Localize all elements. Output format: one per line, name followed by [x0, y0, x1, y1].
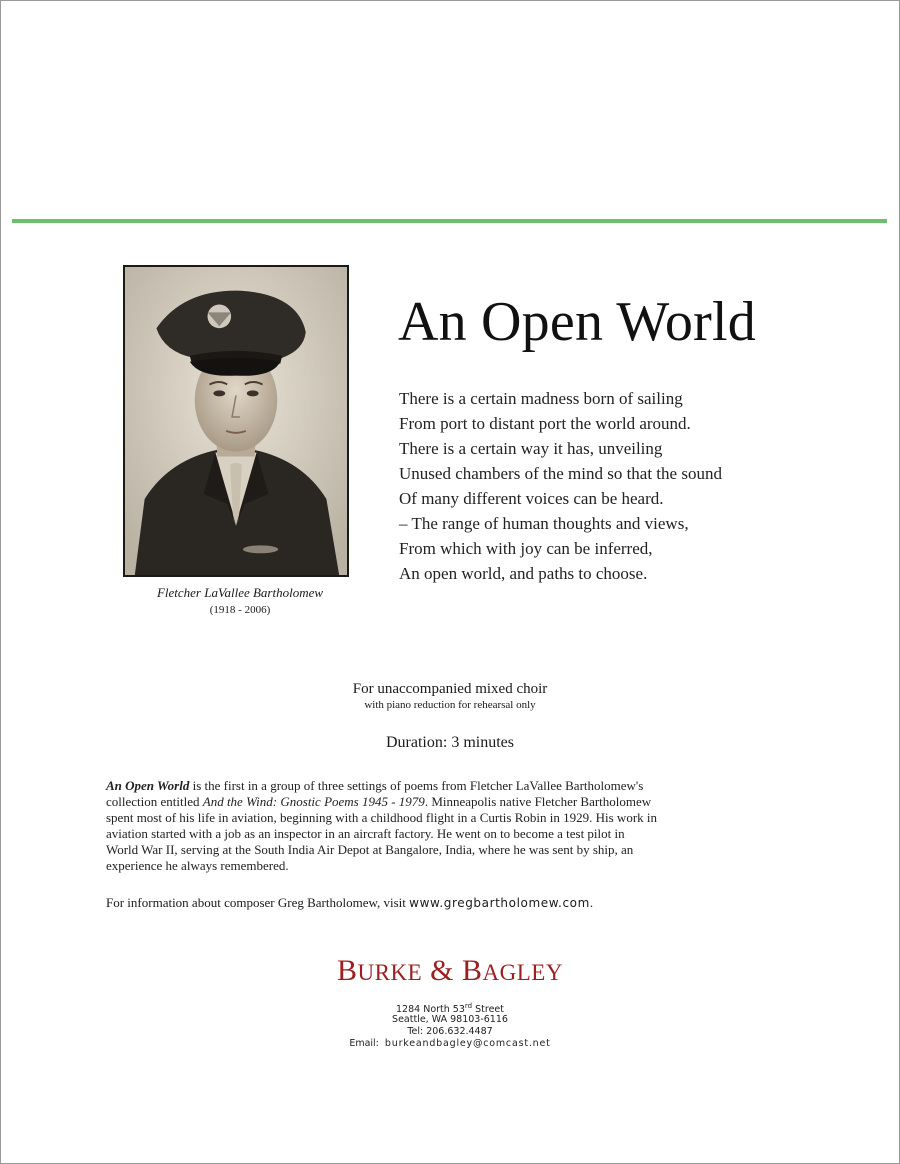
publisher-phone: Tel: 206.632.4487: [407, 1026, 493, 1037]
description-text: experience he always remembered.: [106, 858, 289, 873]
description-text: aviation started with a job as an inspector in an aircraft factory. He went on to become a test pilot in: [106, 826, 625, 841]
street-text: 1284 North 53: [396, 1004, 465, 1016]
poem-line: There is a certain madness born of sailing: [399, 389, 683, 408]
page-title: An Open World: [398, 291, 756, 353]
poem-line: There is a certain way it has, unveiling: [399, 439, 663, 458]
portrait-photo: [123, 265, 349, 577]
poem: [399, 386, 722, 586]
publisher-letter: B: [462, 954, 483, 987]
green-divider: [12, 219, 887, 223]
poem-line: From which with joy can be inferred,: [399, 539, 653, 558]
street-suffix: rd: [464, 1002, 473, 1010]
composer-website-link[interactable]: www.gregbartholomew.com: [409, 896, 590, 910]
publisher-letter: B: [337, 954, 358, 987]
composer-info: [106, 895, 593, 911]
description-text: is the first in a group of three settings of poems from Fletcher LaVallee Bartholomew's: [189, 778, 644, 793]
photo-caption-name: Fletcher LaVallee Bartholomew: [156, 585, 324, 600]
composer-info-end: .: [589, 895, 594, 910]
publisher-city: Seattle, WA 98103-6116: [392, 1014, 508, 1025]
email-label: Email:: [349, 1038, 385, 1049]
publisher-logo: [0, 954, 900, 988]
publisher-letters: AGLEY: [482, 960, 563, 985]
publisher-ampersand: &: [422, 954, 463, 987]
duration: Duration: 3 minutes: [386, 734, 514, 751]
description-text: spent most of his life in aviation, beginning with a childhood flight in a Curtis Robin in 1929. His work in: [106, 810, 658, 825]
collection-title: And the Wind: Gnostic Poems 1945 - 1979: [202, 794, 425, 809]
photo-caption-years: (1918 - 2006): [209, 604, 271, 616]
publisher-email: [0, 1038, 900, 1050]
description-text: . Minneapolis native Fletcher Bartholomew: [424, 794, 652, 809]
composer-info-text: For information about composer Greg Bartholomew, visit: [106, 895, 410, 910]
choir-note: For unaccompanied mixed choir: [352, 681, 548, 697]
poem-line: Of many different voices can be heard.: [399, 489, 664, 508]
poem-line: An open world, and paths to choose.: [399, 564, 648, 583]
description-text: collection entitled: [106, 794, 203, 809]
choir-subnote: with piano reduction for rehearsal only: [364, 699, 536, 711]
poem-line: Unused chambers of the mind so that the sound: [399, 464, 722, 483]
poem-line: – The range of human thoughts and views,: [399, 514, 689, 533]
description-text: World War II, serving at the South India Air Depot at Bangalore, India, where he was sent by ship, an: [106, 842, 634, 857]
description: [106, 778, 796, 874]
street-text: Street: [472, 1004, 504, 1016]
work-title: An Open World: [106, 778, 190, 793]
poem-line: From port to distant port the world around.: [399, 414, 691, 433]
email-link[interactable]: burkeandbagley@comcast.net: [384, 1038, 551, 1049]
publisher-letters: URKE: [357, 960, 423, 985]
